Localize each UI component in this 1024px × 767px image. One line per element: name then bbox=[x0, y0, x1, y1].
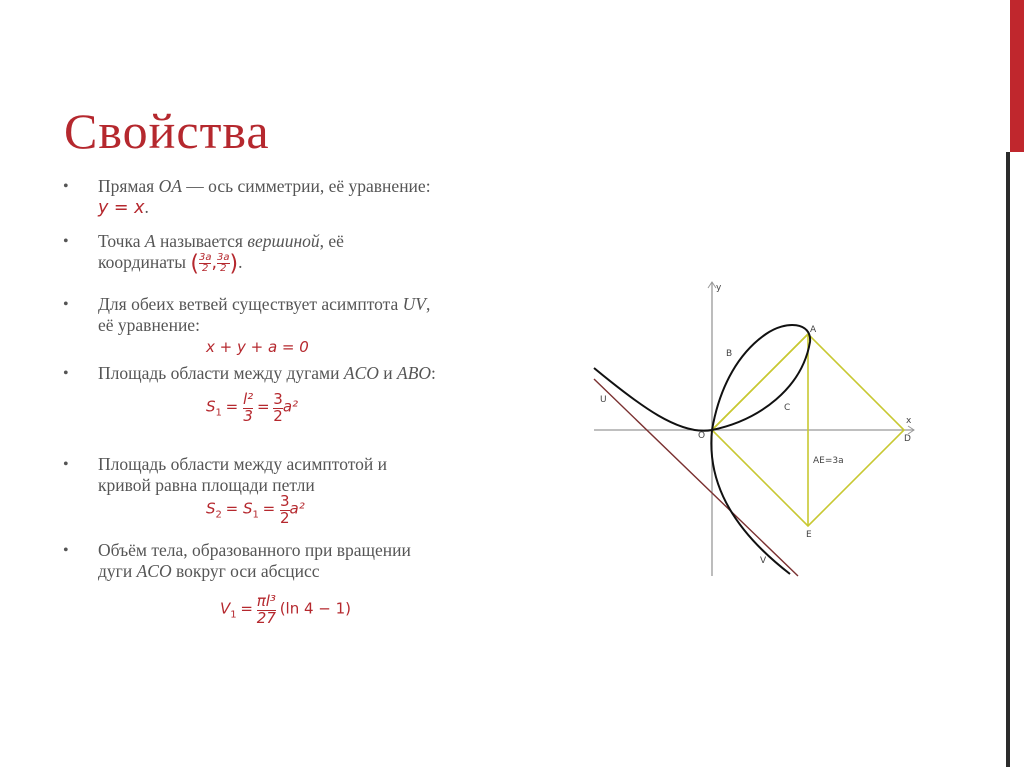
fraction-denominator: 2 bbox=[220, 263, 227, 275]
formula-symbol: S bbox=[206, 499, 216, 518]
bullet-text: Прямая bbox=[98, 176, 159, 196]
fraction-numerator: 3 bbox=[280, 492, 290, 510]
asymptote-uv bbox=[594, 379, 798, 576]
bullet-text: Объём тела, образованного при вращении bbox=[98, 540, 411, 560]
formula-subscript: 1 bbox=[215, 407, 222, 419]
bullet-dot: • bbox=[63, 296, 69, 313]
label-x: x bbox=[906, 416, 912, 426]
bullet-text-italic: ABO bbox=[397, 363, 432, 383]
fraction-denominator: 2 bbox=[202, 263, 209, 275]
bullet-text: Площадь области между дугами bbox=[98, 363, 344, 383]
formula-tail: a² bbox=[282, 397, 299, 416]
fraction-denominator: 3 bbox=[243, 406, 253, 425]
bullet-text: вокруг оси абсцисс bbox=[171, 561, 320, 581]
bullet-text: называется bbox=[155, 231, 248, 251]
folium-curve bbox=[594, 325, 810, 574]
formula-tail: a² bbox=[289, 499, 305, 518]
paren-open: ( bbox=[190, 251, 199, 277]
bullet-text-italic: UV bbox=[402, 294, 426, 314]
bullet-text: её уравнение: bbox=[98, 315, 200, 335]
bullet-text: и bbox=[378, 363, 397, 383]
bullet-text: . bbox=[238, 252, 243, 272]
bullet-text-italic: OA bbox=[158, 176, 182, 196]
formula-s1 bbox=[206, 392, 298, 425]
label-d: D bbox=[904, 434, 911, 444]
fraction bbox=[243, 392, 253, 425]
label-y: y bbox=[716, 283, 722, 293]
comma: , bbox=[211, 253, 218, 273]
bullet-dot: • bbox=[63, 365, 69, 382]
formula-s2 bbox=[206, 494, 305, 527]
formula-symbol: V bbox=[220, 599, 231, 618]
fraction-denominator: 2 bbox=[273, 406, 283, 425]
bullet-text: Для обеих ветвей существует асимптота bbox=[98, 294, 403, 314]
bullet-dot: • bbox=[63, 542, 69, 559]
fraction-numerator: l² bbox=[243, 390, 254, 408]
coord-fraction-x bbox=[199, 253, 212, 275]
bullet-text: — ось симметрии, её уравнение: bbox=[181, 176, 431, 196]
formula-subscript: 1 bbox=[230, 609, 237, 621]
bullet-text-italic: вершиной bbox=[247, 231, 320, 251]
fraction-numerator: πl³ bbox=[256, 592, 276, 610]
label-c: C bbox=[784, 403, 791, 413]
slide-title: Свойства bbox=[64, 103, 270, 159]
fraction-numerator: 3a bbox=[198, 251, 212, 263]
bullet-text: кривой равна площади петли bbox=[98, 475, 315, 495]
formula-tail: (ln 4 − 1) bbox=[279, 599, 352, 618]
bullet-dot: • bbox=[63, 233, 69, 250]
fraction-denominator: 27 bbox=[256, 608, 276, 627]
bullet-text-italic: A bbox=[144, 231, 156, 251]
formula-y-eq-x: y = x bbox=[98, 198, 145, 218]
fraction bbox=[273, 392, 283, 425]
accent-bar bbox=[1010, 0, 1024, 152]
formula-asymptote: x + y + a = 0 bbox=[206, 338, 309, 356]
bullet-text: , её bbox=[319, 231, 344, 251]
bullet-text: : bbox=[431, 363, 436, 383]
bullet-text: Точка bbox=[98, 231, 145, 251]
frame-line bbox=[1006, 152, 1010, 767]
equals-sign: = bbox=[240, 599, 253, 618]
equals-sign: = bbox=[256, 397, 270, 416]
formula-subscript: 1 bbox=[252, 509, 259, 521]
equals-sign: = bbox=[262, 499, 280, 518]
fraction-denominator: 2 bbox=[280, 508, 290, 527]
label-a: A bbox=[810, 325, 817, 335]
label-v: V bbox=[760, 556, 767, 566]
fraction-numerator: 3a bbox=[217, 251, 230, 263]
fraction bbox=[257, 594, 276, 627]
fraction-numerator: 3 bbox=[273, 390, 283, 408]
coord-fraction-y bbox=[217, 253, 230, 275]
equals-sign: = bbox=[225, 499, 243, 518]
bullet-text: дуги bbox=[98, 561, 137, 581]
bullet-dot: • bbox=[63, 178, 69, 195]
formula-symbol: S bbox=[243, 499, 253, 518]
label-b: B bbox=[726, 349, 733, 359]
label-e: E bbox=[806, 530, 812, 540]
folium-diagram bbox=[590, 280, 920, 580]
bullet-text: . bbox=[144, 197, 149, 217]
bullet-text-italic: ACO bbox=[136, 561, 172, 581]
paren-close: ) bbox=[229, 251, 239, 277]
formula-subscript: 2 bbox=[215, 509, 222, 521]
fraction bbox=[280, 494, 290, 527]
label-o: O bbox=[698, 431, 706, 441]
formula-symbol: S bbox=[206, 397, 216, 416]
bullet-dot: • bbox=[63, 456, 69, 473]
equals-sign: = bbox=[225, 397, 243, 416]
bullet-text: Площадь области между асимптотой и bbox=[98, 454, 388, 474]
label-u: U bbox=[600, 395, 607, 405]
bullet-text: координаты bbox=[98, 252, 191, 272]
label-ae-length: AE=3a bbox=[813, 456, 844, 466]
formula-v1 bbox=[220, 594, 351, 627]
bullet-text-italic: ACO bbox=[343, 363, 379, 383]
bullet-text: , bbox=[425, 294, 431, 314]
